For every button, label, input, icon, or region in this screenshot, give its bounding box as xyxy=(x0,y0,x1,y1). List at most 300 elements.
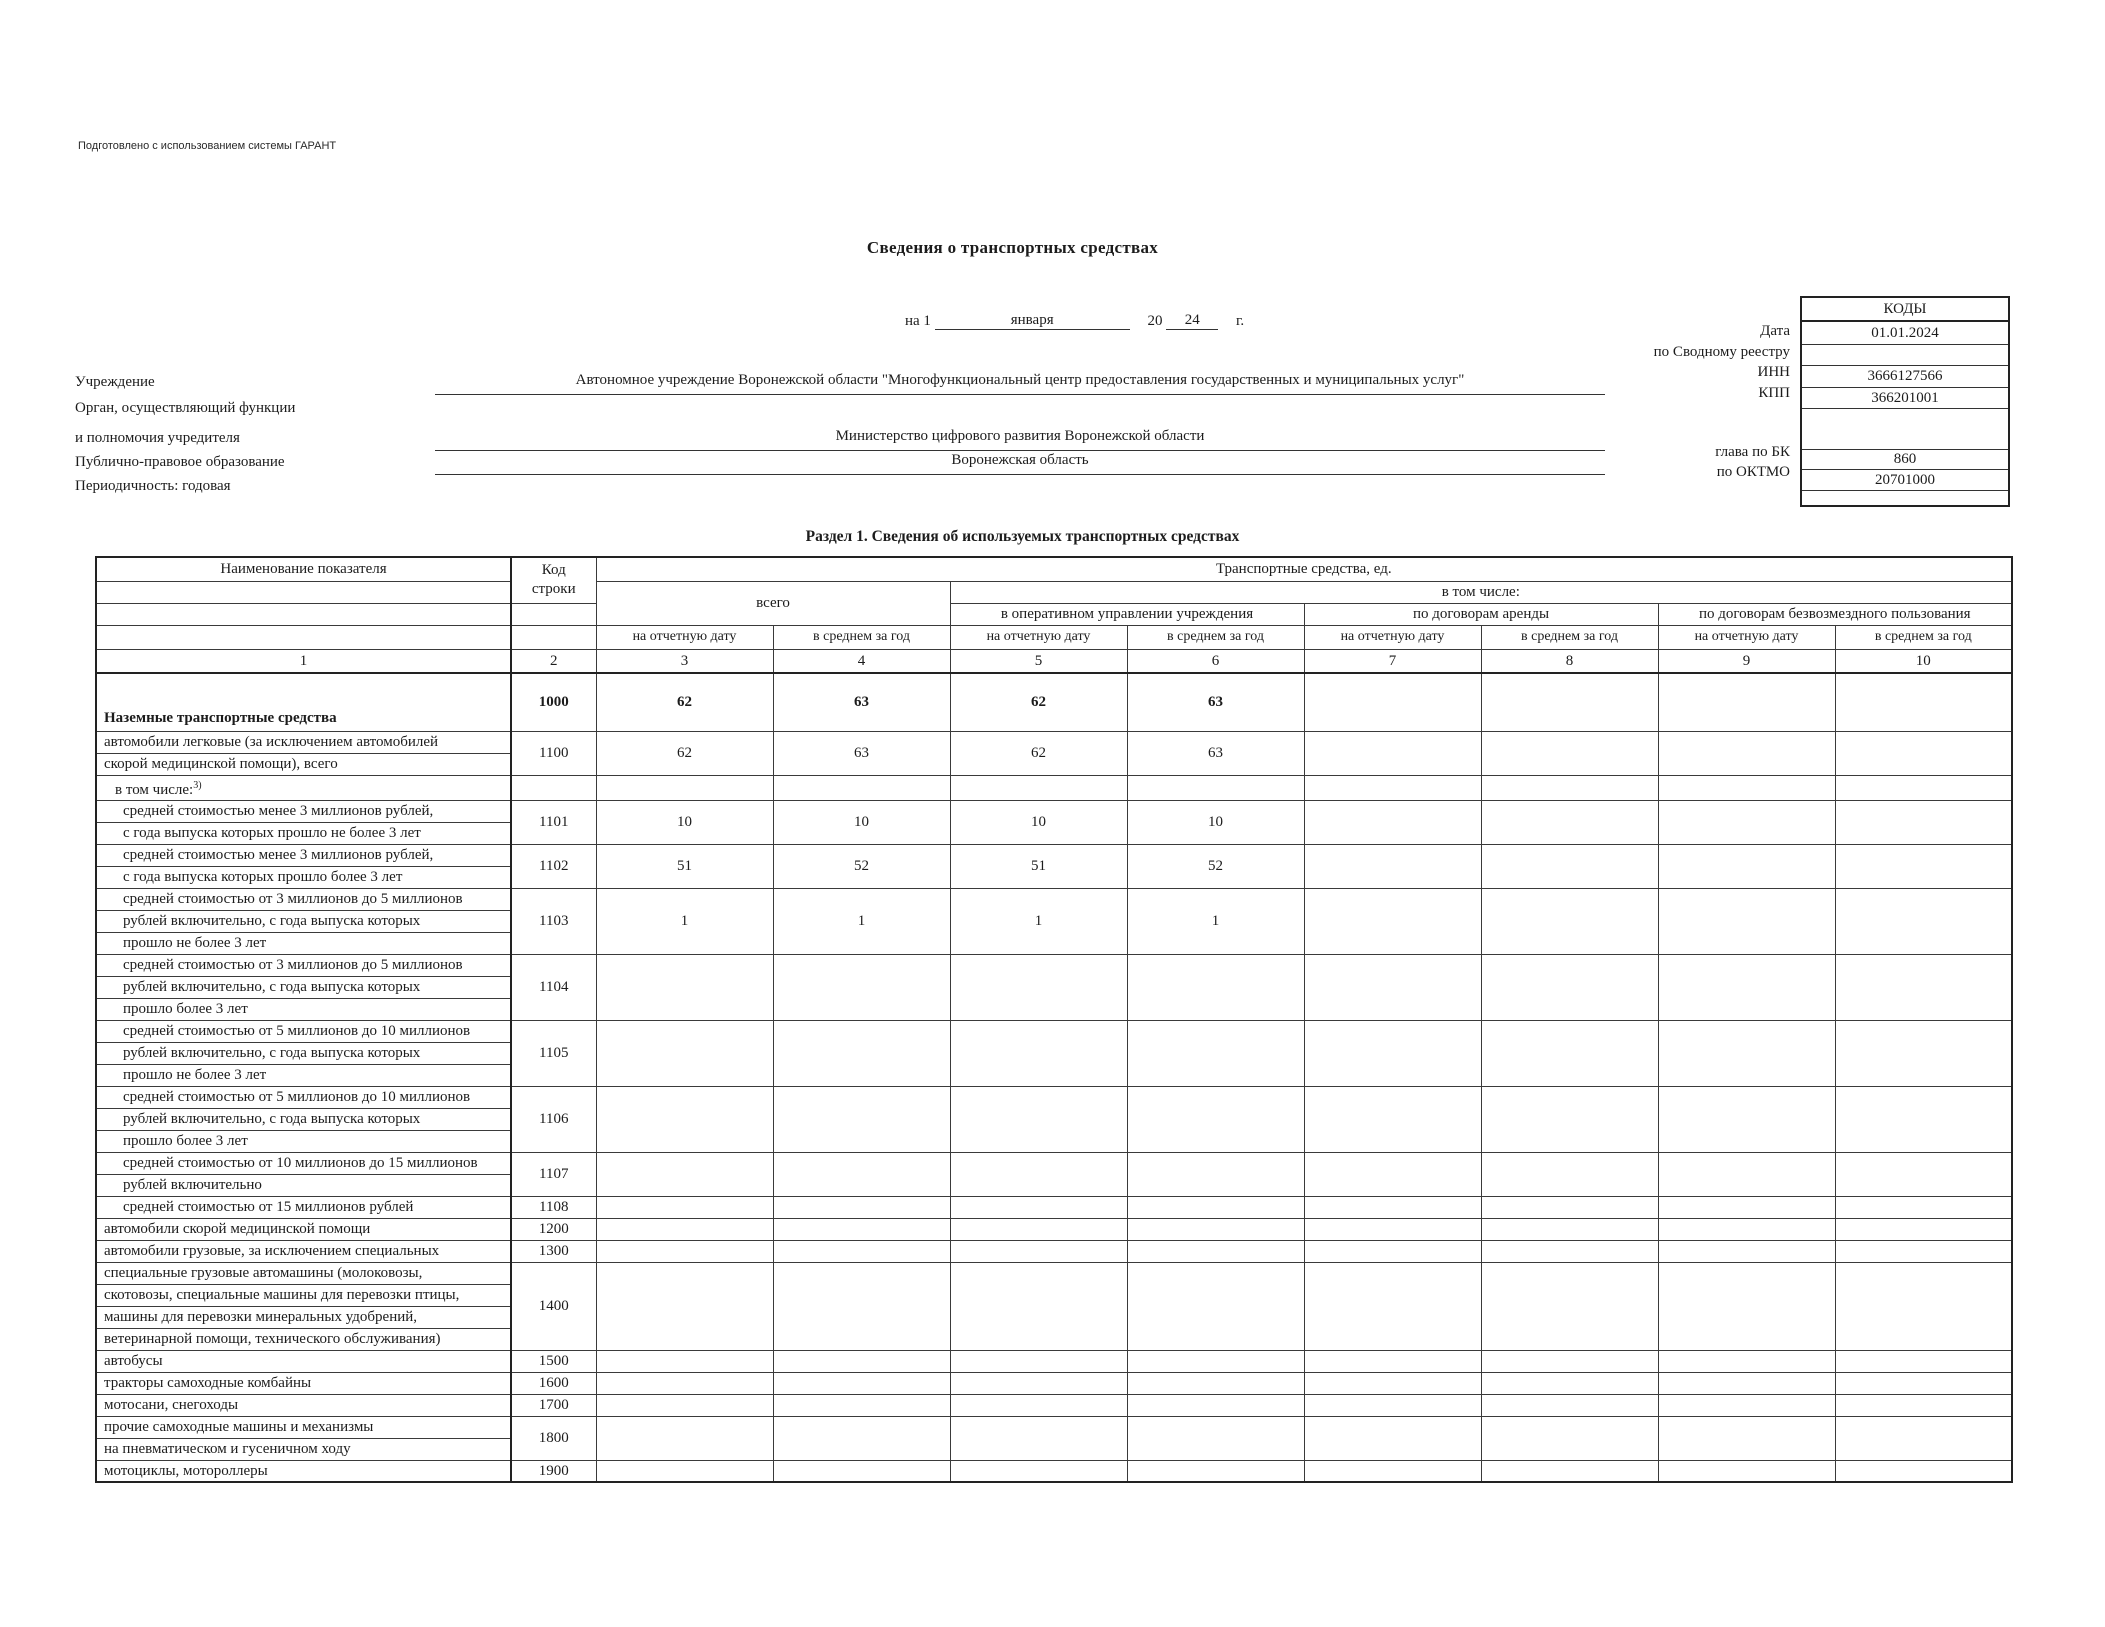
indicator-name-cell: рублей включительно, с года выпуска которых xyxy=(96,910,511,932)
table-row-1104 xyxy=(96,954,2012,976)
value-cell xyxy=(773,954,950,1020)
value-cell: 63 xyxy=(773,673,950,731)
date-month-blank: января xyxy=(935,312,1130,330)
codes-labels-column xyxy=(1440,296,1800,507)
value-cell xyxy=(950,1196,1127,1218)
indicator-name-cell: на пневматическом и гусеничном ходу xyxy=(96,1438,511,1460)
date-century: 20 xyxy=(1147,313,1163,329)
document-title: Сведения о транспортных средствах xyxy=(866,238,1159,257)
value-cell xyxy=(1658,1086,1835,1152)
table-row-1105 xyxy=(96,1020,2012,1042)
codes-value: 860 xyxy=(1802,450,2008,470)
value-cell xyxy=(1481,954,1658,1020)
header-sub-operational: в оперативном управлении учреждения xyxy=(950,603,1304,625)
value-cell xyxy=(1304,1416,1481,1460)
value-cell xyxy=(1835,1372,2012,1394)
indicator-name-cell: средней стоимостью от 5 миллионов до 10 миллионов xyxy=(96,1020,511,1042)
table-row-1400 xyxy=(96,1262,2012,1284)
indicator-name-cell: средней стоимостью менее 3 миллионов рублей, xyxy=(96,844,511,866)
value-cell: 62 xyxy=(596,731,773,775)
vehicles-table xyxy=(95,556,2013,1483)
codes-label: по Сводному реестру xyxy=(1653,344,1790,360)
value-cell xyxy=(1835,1020,2012,1086)
ppo-label: Публично-правовое образование xyxy=(75,454,285,470)
indicator-name-cell: средней стоимостью от 3 миллионов до 5 миллионов xyxy=(96,888,511,910)
value-cell xyxy=(1304,775,1481,800)
value-cell xyxy=(1835,800,2012,844)
value-cell xyxy=(596,1372,773,1394)
table-row-1300 xyxy=(96,1240,2012,1262)
value-cell xyxy=(1304,954,1481,1020)
value-cell xyxy=(1127,775,1304,800)
value-cell xyxy=(1481,800,1658,844)
table-row-including xyxy=(96,775,2012,800)
value-cell xyxy=(773,1020,950,1086)
value-cell: 52 xyxy=(773,844,950,888)
value-cell xyxy=(773,1152,950,1196)
value-cell xyxy=(1658,1460,1835,1482)
row-code-cell: 1900 xyxy=(511,1460,596,1482)
value-cell xyxy=(773,1218,950,1240)
value-cell xyxy=(1481,888,1658,954)
value-cell xyxy=(1304,888,1481,954)
header-row-4 xyxy=(96,625,2012,649)
value-cell xyxy=(596,1020,773,1086)
indicator-name-cell: прошло не более 3 лет xyxy=(96,932,511,954)
value-cell xyxy=(773,1394,950,1416)
founder-value-line xyxy=(435,428,1605,451)
founder-label-line1: Орган, осуществляющий функции xyxy=(75,400,296,416)
value-cell xyxy=(596,1218,773,1240)
header-col-number: 8 xyxy=(1481,649,1658,673)
value-cell: 52 xyxy=(1127,844,1304,888)
table-row-1108 xyxy=(96,1196,2012,1218)
table-row-1700 xyxy=(96,1394,2012,1416)
value-cell xyxy=(596,1196,773,1218)
indicator-name-cell: мотоциклы, мотороллеры xyxy=(96,1460,511,1482)
row-code-cell: 1500 xyxy=(511,1350,596,1372)
header-on-date: на отчетную дату xyxy=(1658,625,1835,649)
value-cell xyxy=(1658,775,1835,800)
table-row-1200 xyxy=(96,1218,2012,1240)
value-cell xyxy=(1304,731,1481,775)
value-cell xyxy=(596,954,773,1020)
value-cell xyxy=(1658,954,1835,1020)
value-cell: 10 xyxy=(1127,800,1304,844)
table-row-1100 xyxy=(96,731,2012,753)
value-cell xyxy=(1835,1350,2012,1372)
value-cell xyxy=(773,1460,950,1482)
value-cell xyxy=(1658,800,1835,844)
value-cell xyxy=(596,1262,773,1350)
row-code-cell: 1000 xyxy=(511,673,596,731)
value-cell: 62 xyxy=(596,673,773,731)
report-date-line xyxy=(905,312,1244,330)
value-cell: 10 xyxy=(773,800,950,844)
value-cell: 1 xyxy=(773,888,950,954)
value-cell xyxy=(1481,1218,1658,1240)
indicator-name-cell: рублей включительно xyxy=(96,1174,511,1196)
value-cell xyxy=(1835,1240,2012,1262)
value-cell xyxy=(1658,731,1835,775)
header-empty-cell xyxy=(96,603,511,625)
row-code-cell: 1200 xyxy=(511,1218,596,1240)
row-code-cell: 1100 xyxy=(511,731,596,775)
indicator-name-cell: в том числе:$^{3)}$ xyxy=(96,775,511,800)
codes-label: КПП xyxy=(1758,385,1790,401)
value-cell xyxy=(950,1020,1127,1086)
codes-box-rows xyxy=(1802,322,2008,505)
value-cell xyxy=(1304,1240,1481,1262)
value-cell xyxy=(1304,1152,1481,1196)
indicator-name-cell: скотовозы, специальные машины для перевозки птицы, xyxy=(96,1284,511,1306)
table-row-1500 xyxy=(96,1350,2012,1372)
value-cell xyxy=(1481,1350,1658,1372)
codes-label xyxy=(1440,482,1800,496)
header-col-number: 5 xyxy=(950,649,1127,673)
codes-value: 366201001 xyxy=(1802,388,2008,409)
value-cell: 63 xyxy=(773,731,950,775)
value-cell xyxy=(1481,1394,1658,1416)
table-row-1800 xyxy=(96,1416,2012,1438)
value-cell xyxy=(1658,844,1835,888)
value-cell xyxy=(1304,844,1481,888)
header-on-date: на отчетную дату xyxy=(1304,625,1481,649)
garant-note: Подготовлено с использованием системы ГАРАНТ xyxy=(78,140,337,152)
header-avg-year: в среднем за год xyxy=(1481,625,1658,649)
codes-label: ИНН xyxy=(1757,364,1790,380)
row-code-cell: 1400 xyxy=(511,1262,596,1350)
value-cell xyxy=(1835,954,2012,1020)
header-avg-year: в среднем за год xyxy=(1127,625,1304,649)
codes-label-spacer xyxy=(1440,296,1800,320)
value-cell xyxy=(1127,1020,1304,1086)
value-cell xyxy=(1127,1416,1304,1460)
value-cell xyxy=(1304,1262,1481,1350)
value-cell: 10 xyxy=(596,800,773,844)
value-cell xyxy=(773,1372,950,1394)
value-cell xyxy=(1304,1218,1481,1240)
row-code-cell: 1800 xyxy=(511,1416,596,1460)
table-row-1600 xyxy=(96,1372,2012,1394)
value-cell xyxy=(1658,1240,1835,1262)
value-cell xyxy=(1481,731,1658,775)
value-cell xyxy=(950,1218,1127,1240)
row-code-cell: 1105 xyxy=(511,1020,596,1086)
value-cell xyxy=(596,1394,773,1416)
value-cell xyxy=(1481,1152,1658,1196)
codes-box-header: КОДЫ xyxy=(1802,298,2008,322)
value-cell xyxy=(950,1350,1127,1372)
codes-value xyxy=(1802,409,2008,450)
value-cell xyxy=(773,1240,950,1262)
indicator-name-cell: автомобили легковые (за исключением автомобилей xyxy=(96,731,511,753)
value-cell xyxy=(1481,1086,1658,1152)
institution-value: Автономное учреждение Воронежской области "Многофункциональный центр предоставления государственных и муниципальных услуг" xyxy=(575,372,1465,388)
table-row-1103 xyxy=(96,888,2012,910)
value-cell xyxy=(1481,673,1658,731)
periodicity-label: Периодичность: годовая xyxy=(75,478,231,494)
value-cell xyxy=(1658,1218,1835,1240)
value-cell xyxy=(1304,1020,1481,1086)
value-cell xyxy=(1835,775,2012,800)
value-cell xyxy=(773,1262,950,1350)
header-total: всего xyxy=(596,581,950,625)
value-cell xyxy=(1658,1416,1835,1460)
row-code-cell: 1108 xyxy=(511,1196,596,1218)
value-cell xyxy=(1835,1394,2012,1416)
value-cell xyxy=(1127,1350,1304,1372)
value-cell xyxy=(596,775,773,800)
header-col-number: 6 xyxy=(1127,649,1304,673)
value-cell xyxy=(596,1152,773,1196)
indicator-name-cell: прошло не более 3 лет xyxy=(96,1064,511,1086)
date-suffix: г. xyxy=(1235,313,1245,329)
value-cell xyxy=(1658,1152,1835,1196)
row-code-cell: 1101 xyxy=(511,800,596,844)
value-cell: 62 xyxy=(950,731,1127,775)
indicator-name-cell: средней стоимостью от 10 миллионов до 15 миллионов xyxy=(96,1152,511,1174)
value-cell xyxy=(1481,1416,1658,1460)
value-cell xyxy=(1481,1262,1658,1350)
value-cell xyxy=(1127,1218,1304,1240)
value-cell xyxy=(1304,1372,1481,1394)
value-cell xyxy=(773,1416,950,1460)
header-sub-gratuitous: по договорам безвозмездного пользования xyxy=(1658,603,2012,625)
value-cell: 1 xyxy=(596,888,773,954)
value-cell xyxy=(1127,1372,1304,1394)
indicator-name-cell: с года выпуска которых прошло более 3 лет xyxy=(96,866,511,888)
value-cell xyxy=(950,1416,1127,1460)
founder-label-line2: и полномочия учредителя xyxy=(75,430,240,446)
value-cell xyxy=(1835,1460,2012,1482)
codes-label xyxy=(1440,403,1800,443)
value-cell xyxy=(1658,888,1835,954)
value-cell xyxy=(950,1460,1127,1482)
value-cell xyxy=(1304,1196,1481,1218)
header-avg-year: в среднем за год xyxy=(1835,625,2012,649)
row-code-cell: 1103 xyxy=(511,888,596,954)
header-col-number: 1 xyxy=(96,649,511,673)
row-code-cell: 1107 xyxy=(511,1152,596,1196)
value-cell xyxy=(1658,1394,1835,1416)
value-cell xyxy=(596,1350,773,1372)
value-cell xyxy=(1127,1196,1304,1218)
table-row-1106 xyxy=(96,1086,2012,1108)
header-row-2 xyxy=(96,581,2012,603)
header-col-number: 4 xyxy=(773,649,950,673)
indicator-name-cell: прошло более 3 лет xyxy=(96,1130,511,1152)
value-cell xyxy=(1658,1196,1835,1218)
codes-box xyxy=(1800,296,2010,507)
codes-value: 3666127566 xyxy=(1802,366,2008,388)
value-cell: 63 xyxy=(1127,731,1304,775)
value-cell xyxy=(596,1240,773,1262)
value-cell xyxy=(1304,1394,1481,1416)
value-cell xyxy=(1835,1218,2012,1240)
value-cell: 51 xyxy=(950,844,1127,888)
table-row-1102 xyxy=(96,844,2012,866)
indicator-name-cell: автобусы xyxy=(96,1350,511,1372)
indicator-name-cell: прошло более 3 лет xyxy=(96,998,511,1020)
value-cell xyxy=(1658,1262,1835,1350)
section-title: Раздел 1. Сведения об используемых транспортных средствах xyxy=(805,528,1240,545)
codes-label: глава по БК xyxy=(1715,444,1790,460)
value-cell xyxy=(1658,1350,1835,1372)
value-cell: 1 xyxy=(950,888,1127,954)
value-cell xyxy=(1481,1196,1658,1218)
value-cell xyxy=(1127,1460,1304,1482)
date-year-blank: 24 xyxy=(1166,312,1218,330)
row-code-cell: 1700 xyxy=(511,1394,596,1416)
value-cell xyxy=(773,1350,950,1372)
value-cell xyxy=(1127,1262,1304,1350)
ppo-value: Воронежская область xyxy=(951,452,1089,468)
header-col-number: 7 xyxy=(1304,649,1481,673)
codes-value xyxy=(1802,491,2008,505)
header-row-3 xyxy=(96,603,2012,625)
value-cell xyxy=(950,1152,1127,1196)
value-cell xyxy=(596,1460,773,1482)
founder-value: Министерство цифрового развития Воронежской области xyxy=(835,428,1205,444)
header-group-vehicles: Транспортные средства, ед. xyxy=(596,557,2012,581)
indicator-name-cell: Наземные транспортные средства xyxy=(96,673,511,731)
header-col-number: 10 xyxy=(1835,649,2012,673)
header-empty-cell xyxy=(96,625,511,649)
value-cell xyxy=(1835,673,2012,731)
table-row-1900 xyxy=(96,1460,2012,1482)
value-cell xyxy=(950,1394,1127,1416)
value-cell xyxy=(596,1086,773,1152)
value-cell xyxy=(1127,1240,1304,1262)
value-cell xyxy=(1835,731,2012,775)
header-indicator-name: Наименование показателя xyxy=(96,557,511,581)
value-cell: 62 xyxy=(950,673,1127,731)
table-row-1000 xyxy=(96,673,2012,731)
value-cell xyxy=(1481,1460,1658,1482)
header-col-number: 2 xyxy=(511,649,596,673)
row-code-cell: 1106 xyxy=(511,1086,596,1152)
header-empty-cell xyxy=(96,581,511,603)
indicator-name-cell: скорой медицинской помощи), всего xyxy=(96,753,511,775)
value-cell xyxy=(1481,1372,1658,1394)
value-cell xyxy=(1658,1372,1835,1394)
value-cell: 10 xyxy=(950,800,1127,844)
row-code-cell xyxy=(511,775,596,800)
header-on-date: на отчетную дату xyxy=(950,625,1127,649)
value-cell xyxy=(773,775,950,800)
value-cell xyxy=(1127,954,1304,1020)
value-cell xyxy=(950,1086,1127,1152)
value-cell xyxy=(1835,1196,2012,1218)
value-cell xyxy=(1658,673,1835,731)
indicator-name-cell: рублей включительно, с года выпуска которых xyxy=(96,976,511,998)
codes-value: 01.01.2024 xyxy=(1802,322,2008,345)
indicator-name-cell: рублей включительно, с года выпуска которых xyxy=(96,1042,511,1064)
table-row-1101 xyxy=(96,800,2012,822)
value-cell xyxy=(1835,888,2012,954)
value-cell xyxy=(1304,1086,1481,1152)
value-cell xyxy=(1127,1394,1304,1416)
value-cell xyxy=(773,1086,950,1152)
value-cell xyxy=(1481,775,1658,800)
value-cell xyxy=(1127,1152,1304,1196)
value-cell xyxy=(1304,1350,1481,1372)
date-prefix: на 1 xyxy=(905,313,931,329)
value-cell xyxy=(1481,1020,1658,1086)
indicator-name-cell: тракторы самоходные комбайны xyxy=(96,1372,511,1394)
value-cell xyxy=(950,954,1127,1020)
indicator-name-cell: автомобили скорой медицинской помощи xyxy=(96,1218,511,1240)
indicator-name-cell: с года выпуска которых прошло не более 3 лет xyxy=(96,822,511,844)
header-row-numbers xyxy=(96,649,2012,673)
value-cell xyxy=(950,775,1127,800)
value-cell xyxy=(1835,844,2012,888)
value-cell xyxy=(1835,1086,2012,1152)
header-col-number: 3 xyxy=(596,649,773,673)
value-cell: 63 xyxy=(1127,673,1304,731)
codes-value xyxy=(1802,345,2008,366)
header-empty-cell xyxy=(511,625,596,649)
indicator-name-cell: ветеринарной помощи, технического обслуживания) xyxy=(96,1328,511,1350)
value-cell xyxy=(1835,1262,2012,1350)
ppo-value-line xyxy=(435,452,1605,475)
value-cell: 1 xyxy=(1127,888,1304,954)
value-cell xyxy=(1658,1020,1835,1086)
indicator-name-cell: машины для перевозки минеральных удобрений, xyxy=(96,1306,511,1328)
indicator-name-cell: рублей включительно, с года выпуска которых xyxy=(96,1108,511,1130)
value-cell xyxy=(950,1240,1127,1262)
value-cell: 51 xyxy=(596,844,773,888)
row-code-cell: 1300 xyxy=(511,1240,596,1262)
value-cell xyxy=(1127,1086,1304,1152)
header-empty-cell xyxy=(511,603,596,625)
header-avg-year: в среднем за год xyxy=(773,625,950,649)
table-row-1107 xyxy=(96,1152,2012,1174)
indicator-name-cell: средней стоимостью от 15 миллионов рублей xyxy=(96,1196,511,1218)
value-cell xyxy=(950,1262,1127,1350)
value-cell xyxy=(1304,673,1481,731)
row-code-cell: 1102 xyxy=(511,844,596,888)
value-cell xyxy=(596,1416,773,1460)
value-cell xyxy=(773,1196,950,1218)
codes-label: Дата xyxy=(1760,323,1790,339)
indicator-name-cell: автомобили грузовые, за исключением специальных xyxy=(96,1240,511,1262)
value-cell xyxy=(1481,844,1658,888)
header-sub-rent: по договорам аренды xyxy=(1304,603,1658,625)
header-line-code: Код строки xyxy=(511,557,596,603)
institution-value-line xyxy=(435,372,1605,395)
value-cell xyxy=(1835,1152,2012,1196)
indicator-name-cell: средней стоимостью от 3 миллионов до 5 миллионов xyxy=(96,954,511,976)
header-col-number: 9 xyxy=(1658,649,1835,673)
row-code-cell: 1104 xyxy=(511,954,596,1020)
codes-box-block xyxy=(1440,296,2010,507)
indicator-name-cell: мотосани, снегоходы xyxy=(96,1394,511,1416)
row-code-cell: 1600 xyxy=(511,1372,596,1394)
value-cell xyxy=(950,1372,1127,1394)
header-on-date: на отчетную дату xyxy=(596,625,773,649)
value-cell xyxy=(1304,800,1481,844)
codes-value: 20701000 xyxy=(1802,470,2008,491)
indicator-name-cell: средней стоимостью от 5 миллионов до 10 миллионов xyxy=(96,1086,511,1108)
value-cell xyxy=(1481,1240,1658,1262)
header-row-1 xyxy=(96,557,2012,581)
value-cell xyxy=(1304,1460,1481,1482)
institution-label: Учреждение xyxy=(75,374,155,390)
codes-label: по ОКТМО xyxy=(1716,464,1790,480)
indicator-name-cell: прочие самоходные машины и механизмы xyxy=(96,1416,511,1438)
